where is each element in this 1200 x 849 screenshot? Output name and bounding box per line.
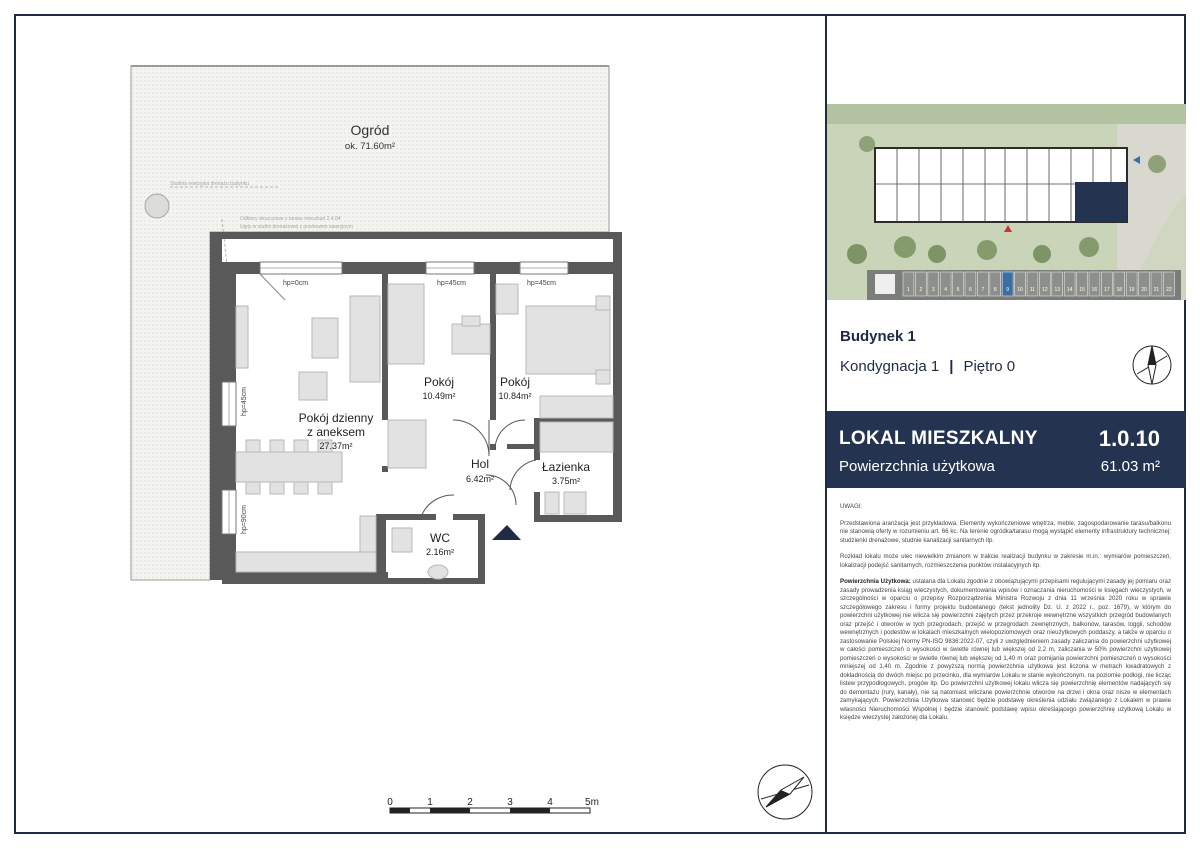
site-unit-highlight xyxy=(1075,182,1127,222)
room-living-area: 27.37m² xyxy=(319,441,353,451)
storey-label: Kondygnacja 1 xyxy=(840,358,940,375)
scale-label-1: 1 xyxy=(427,797,433,808)
room-wc-name: WC xyxy=(430,531,450,545)
scale-label-5: 5m xyxy=(585,797,599,808)
notes-paragraph-2: Rozkład lokalu może ulec niewielkim zmianom w trakcie realizacji budynku w zakresie m.in.: wymiarów pomieszczeń, lokalizacji podejść sanitarnych, rozmieszczenia punktów instalacyjnych itp. xyxy=(840,553,1171,569)
window-height-2: hp=45cm xyxy=(437,280,466,287)
notes-usable-area-heading: Powierzchnia Użytkowa: xyxy=(840,578,911,585)
notes-heading: UWAGI: xyxy=(840,503,863,510)
building-label: Budynek 1 xyxy=(840,328,916,345)
room-living-name2: z aneksem xyxy=(306,425,366,439)
scale-bar xyxy=(380,796,610,818)
compass-small-icon xyxy=(1131,344,1173,386)
garden-area-label: ok. 71.60m² xyxy=(344,141,396,152)
notes-paragraph-3 xyxy=(840,578,1171,723)
unit-banner xyxy=(827,411,1186,488)
scale-label-2: 2 xyxy=(467,797,473,808)
parking-number: 8 xyxy=(993,287,997,293)
room-2-name: Pokój xyxy=(499,375,531,389)
parking-number: 2 xyxy=(919,287,923,293)
parking-number: 7 xyxy=(981,287,985,293)
parking-number: 10 xyxy=(1017,287,1023,293)
window-height-1: hp=0cm xyxy=(283,280,309,287)
room-1-name: Pokój xyxy=(423,375,455,389)
floor-label: Piętro 0 xyxy=(963,358,1016,375)
window-height-3: hp=45cm xyxy=(527,280,556,287)
scale-label-0: 0 xyxy=(387,797,393,808)
parking-number: 6 xyxy=(969,287,972,293)
parking-number: 21 xyxy=(1153,287,1160,293)
notes-usable-area-text: ustalana dla Lokalu zgodnie z obowiązującymi przepisami regulującymi zasady jej pomiaru oraz zasady prowadzenia ksiąg wieczystych, dokumentowania wpisów i oznaczania nieruchomości w księgach wieczystych, w szczególności w oparciu o przepisy Rozporządzenia Ministra Rozwoju z dnia 11 września 2020 roku w sprawie szczegółowego zakresu i formy projektu budowlanego (tekst jednolity Dz. U. z 2022 r., poz. 1679), w którym do powierzchni użytkowej nie wlicza się powierzchni zajętych przez przekroje wewnętrzne wszystkich przegród budowlanych oraz przejść i otworów w tych przegrodach, przejść w przegrodach zewnętrznych, balkonów, tarasów, loggii, schodów wewnętrznych i podestów w lokalach mieszkalnych wielopoziomowych oraz nieużytkowych poddaszy, a także w oparciu o zastosowanie Polskiej Normy PN-ISO 9836:2022-07, czyli z uwzględnieniem zasady zaliczania do powierzchni użytkowej w całości pomieszczeń o wysokości w świetle równej lub większej od 2,2 m, zaliczania w 50% powierzchni użytkowej pomieszczeń o wysokości w świetle równej lub większej od 1,40 m oraz pomijania powierzchni pomieszczeń o wysokości mniejszej od 1,40 m. Zgodnie z powyższą normą powierzchnia użytkowa jest liczona w metrach kwadratowych z dokładnością do dwóch miejsc po przecinku, dla wymiarów Lokalu w stanie wykończonym, na poziomie podłogi, nie licząc listew przypodłogowych, progów itp. Do powierzchni użytkowej lokalu wlicza się powierzchnię elementów nadających się do demontażu (rury, kanały), nie są natomiast wliczane powierzchnie otworów na drzwi i okna oraz nisze w elementach zamykających. Powierzchnia Użytkowa stanowić będzie podstawę określenia udziału związanego z Lokalem w prawie własności Nieruchomości Wspólnej i będzie stanowić podstawę wpisu określającego powierzchnię użytkową Lokalu w księdze wieczystej założonej dla Lokalu. xyxy=(840,578,1171,721)
notes-paragraph-1: Przedstawiona aranżacja jest przykładowa. Elementy wykończeniowe wnętrza, meble, zagospodarowanie tarasu/balkonu nie stanowią oferty w rozumieniu art. 66 kc. Na terenie ogródka/tarasu mogą wystąpić elementy infrastruktury technicznej: studzienki drenażowe, studnie kanalizacji sanitarnych itp. xyxy=(840,519,1171,544)
compass-large-icon xyxy=(756,763,814,821)
room-bath-area: 3.75m² xyxy=(551,476,581,486)
parking-number: 13 xyxy=(1054,287,1061,293)
parking-number: 1 xyxy=(907,287,910,293)
parking-number: 9 xyxy=(1006,287,1010,293)
notes-section xyxy=(840,503,1171,731)
parking-number: 12 xyxy=(1042,287,1048,293)
parking-number: 16 xyxy=(1091,287,1098,293)
room-hall-name: Hol xyxy=(470,457,490,471)
room-1-area: 10.49m² xyxy=(422,391,456,401)
room-living-name: Pokój dzienny xyxy=(298,411,374,425)
window-height-5: hp=90cm xyxy=(241,505,248,534)
room-2-area: 10.84m² xyxy=(498,391,532,401)
garden-note-2: Odbiory deszczowe z tarasu mieszkań 2.4.04 xyxy=(240,216,341,222)
parking-number: 5 xyxy=(956,287,960,293)
parking-number: 4 xyxy=(944,287,948,293)
usable-area-label: Powierzchnia użytkowa xyxy=(839,458,995,475)
floor-info xyxy=(840,358,1015,375)
parking-number: 19 xyxy=(1128,287,1135,293)
parking-number: 20 xyxy=(1141,287,1147,293)
scale-label-3: 3 xyxy=(507,797,513,808)
drainage-well xyxy=(145,194,169,218)
room-hall-area: 6.42m² xyxy=(465,474,495,484)
parking-number: 3 xyxy=(931,287,935,293)
floor-separator: | xyxy=(949,358,954,375)
parking-number: 18 xyxy=(1116,287,1123,293)
parking-number: 22 xyxy=(1166,287,1172,293)
room-bath-name: Łazienka xyxy=(541,460,591,474)
scale-label-4: 4 xyxy=(547,797,553,808)
parking-number: 15 xyxy=(1079,287,1085,293)
garden-note-3: Ujęty w studni drenażowej z przelewem awaryjnym xyxy=(240,224,353,230)
parking-number: 14 xyxy=(1066,287,1073,293)
usable-area-value: 61.03 m² xyxy=(1100,458,1160,475)
unit-number: 1.0.10 xyxy=(1098,426,1160,451)
garden-name: Ogród xyxy=(350,122,390,138)
garden-note-1: Studnia rewizyjna drenażu budynku xyxy=(170,181,249,187)
parking-number: 11 xyxy=(1029,287,1036,293)
room-wc-area: 2.16m² xyxy=(425,547,455,557)
parking-number: 17 xyxy=(1104,287,1110,293)
window-height-4: hp=45cm xyxy=(241,387,248,416)
unit-type: LOKAL MIESZKALNY xyxy=(839,428,1038,449)
site-map xyxy=(827,104,1186,300)
